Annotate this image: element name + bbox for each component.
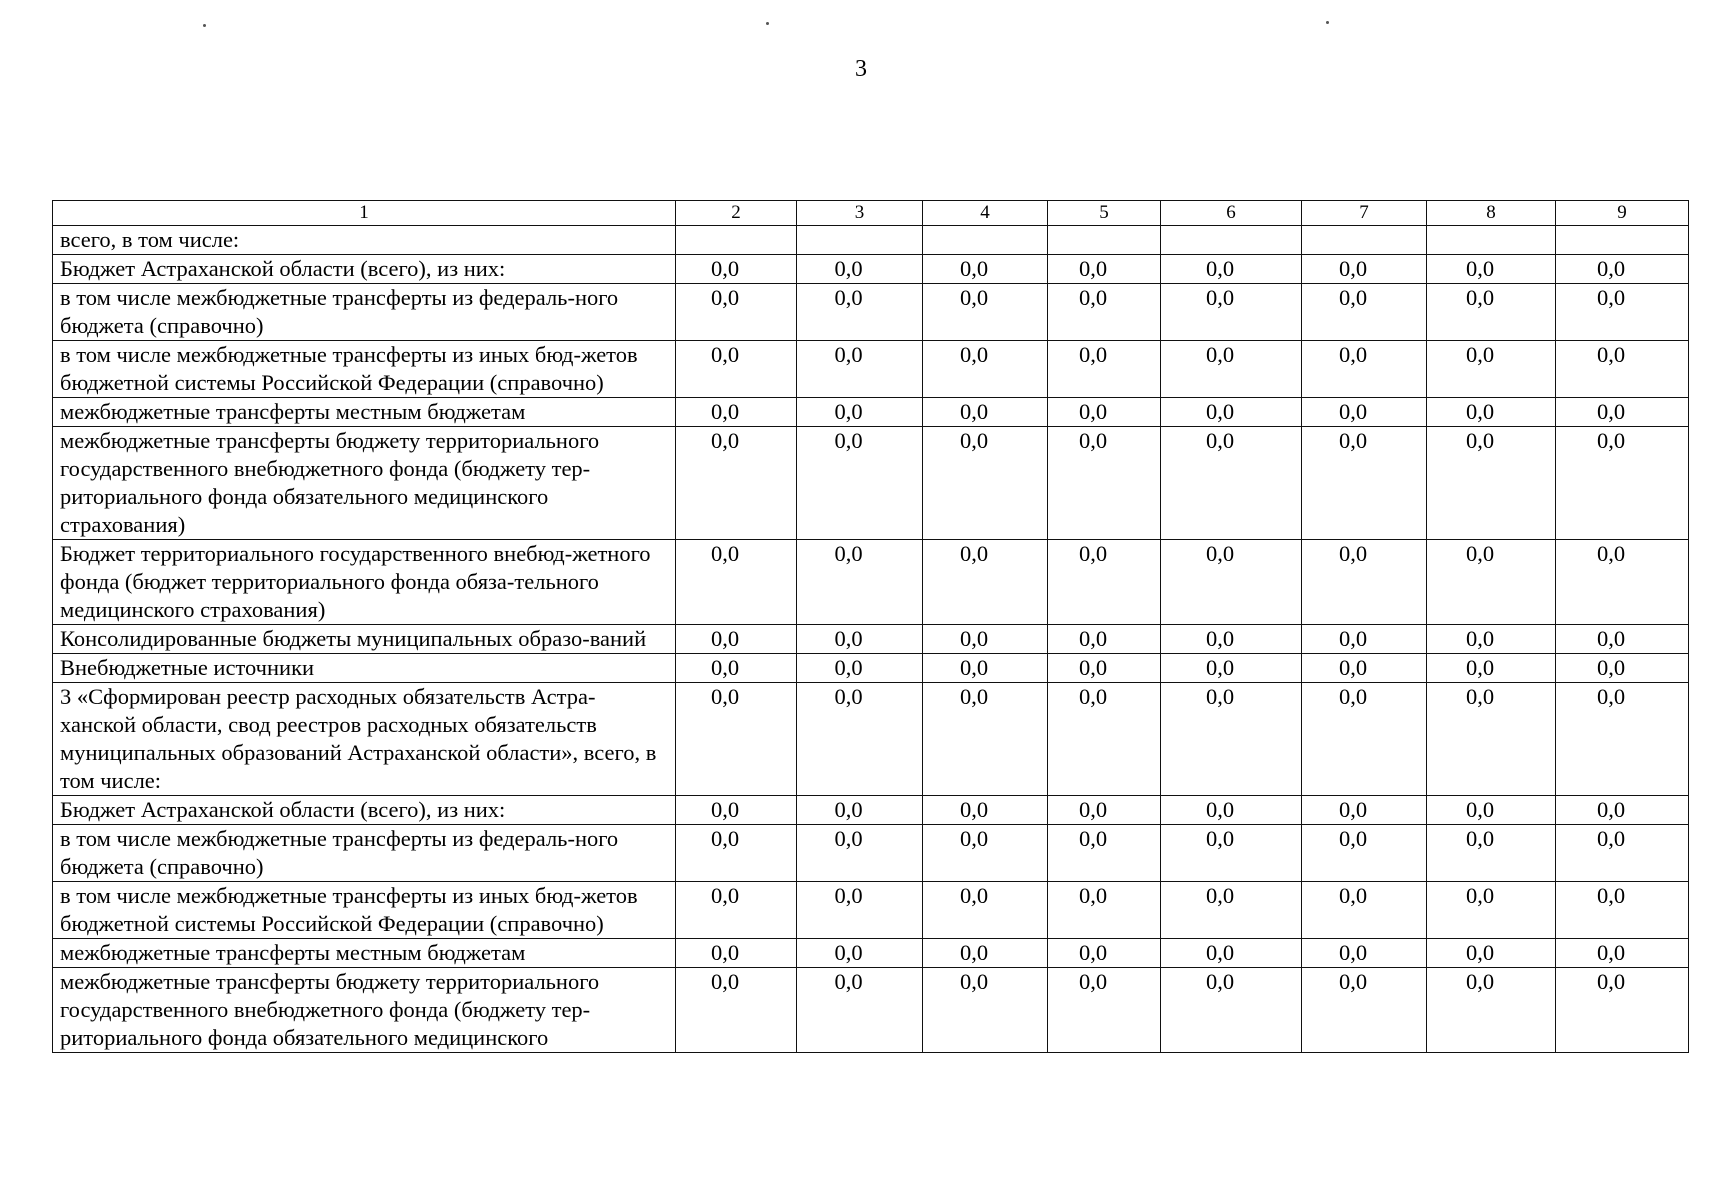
table-row <box>53 939 1689 968</box>
row-label: Консолидированные бюджеты муниципальных образо-ваний <box>53 625 676 654</box>
value-cell-col-8: 0,0 <box>1427 939 1556 968</box>
value-cell-col-7: 0,0 <box>1302 284 1427 341</box>
value-cell-col-4: 0,0 <box>923 540 1048 625</box>
column-header-9: 9 <box>1556 201 1689 226</box>
value-cell-col-5: 0,0 <box>1048 882 1161 939</box>
value-cell-col-5: 0,0 <box>1048 968 1161 1053</box>
value-cell-col-9 <box>1556 226 1689 255</box>
value-cell-col-9: 0,0 <box>1556 939 1689 968</box>
value-cell-col-3: 0,0 <box>797 654 923 683</box>
table-row <box>53 796 1689 825</box>
value-cell-col-3: 0,0 <box>797 255 923 284</box>
table-row <box>53 427 1689 540</box>
budget-table <box>52 200 1689 1053</box>
value-cell-col-2: 0,0 <box>676 540 797 625</box>
value-cell-col-5: 0,0 <box>1048 625 1161 654</box>
value-cell-col-7: 0,0 <box>1302 255 1427 284</box>
value-cell-col-2: 0,0 <box>676 939 797 968</box>
value-cell-col-8: 0,0 <box>1427 255 1556 284</box>
value-cell-col-9: 0,0 <box>1556 796 1689 825</box>
value-cell-col-3: 0,0 <box>797 427 923 540</box>
table-row <box>53 398 1689 427</box>
value-cell-col-7: 0,0 <box>1302 825 1427 882</box>
row-label: Бюджет Астраханской области (всего), из них: <box>53 255 676 284</box>
scan-speck <box>766 22 769 25</box>
value-cell-col-7: 0,0 <box>1302 341 1427 398</box>
value-cell-col-5: 0,0 <box>1048 427 1161 540</box>
value-cell-col-4: 0,0 <box>923 341 1048 398</box>
value-cell-col-3: 0,0 <box>797 968 923 1053</box>
value-cell-col-4: 0,0 <box>923 625 1048 654</box>
value-cell-col-9: 0,0 <box>1556 255 1689 284</box>
value-cell-col-9: 0,0 <box>1556 825 1689 882</box>
value-cell-col-4: 0,0 <box>923 968 1048 1053</box>
value-cell-col-8: 0,0 <box>1427 284 1556 341</box>
value-cell-col-6: 0,0 <box>1161 882 1302 939</box>
value-cell-col-3: 0,0 <box>797 540 923 625</box>
value-cell-col-7: 0,0 <box>1302 398 1427 427</box>
row-label: 3 «Сформирован реестр расходных обязательств Астра-ханской области, свод реестров расходных обязательств муниципальных образований Астраханской области», всего, в том числе: <box>53 683 676 796</box>
value-cell-col-5 <box>1048 226 1161 255</box>
value-cell-col-7: 0,0 <box>1302 625 1427 654</box>
value-cell-col-9: 0,0 <box>1556 540 1689 625</box>
value-cell-col-6: 0,0 <box>1161 825 1302 882</box>
column-header-7: 7 <box>1302 201 1427 226</box>
value-cell-col-6: 0,0 <box>1161 284 1302 341</box>
row-label: в том числе межбюджетные трансферты из федераль-ного бюджета (справочно) <box>53 825 676 882</box>
value-cell-col-6: 0,0 <box>1161 398 1302 427</box>
value-cell-col-5: 0,0 <box>1048 398 1161 427</box>
value-cell-col-8: 0,0 <box>1427 654 1556 683</box>
value-cell-col-7: 0,0 <box>1302 540 1427 625</box>
value-cell-col-3: 0,0 <box>797 939 923 968</box>
value-cell-col-3: 0,0 <box>797 341 923 398</box>
value-cell-col-8: 0,0 <box>1427 683 1556 796</box>
table-row <box>53 255 1689 284</box>
value-cell-col-6: 0,0 <box>1161 625 1302 654</box>
value-cell-col-6: 0,0 <box>1161 341 1302 398</box>
value-cell-col-7: 0,0 <box>1302 939 1427 968</box>
table-row <box>53 341 1689 398</box>
value-cell-col-5: 0,0 <box>1048 284 1161 341</box>
value-cell-col-8: 0,0 <box>1427 968 1556 1053</box>
row-label: межбюджетные трансферты местным бюджетам <box>53 398 676 427</box>
value-cell-col-5: 0,0 <box>1048 255 1161 284</box>
value-cell-col-2: 0,0 <box>676 654 797 683</box>
row-label: в том числе межбюджетные трансферты из иных бюд-жетов бюджетной системы Российской Федерации (справочно) <box>53 341 676 398</box>
value-cell-col-4: 0,0 <box>923 284 1048 341</box>
column-header-3: 3 <box>797 201 923 226</box>
value-cell-col-4: 0,0 <box>923 825 1048 882</box>
value-cell-col-6: 0,0 <box>1161 654 1302 683</box>
table-row <box>53 284 1689 341</box>
table-row <box>53 825 1689 882</box>
value-cell-col-8: 0,0 <box>1427 341 1556 398</box>
value-cell-col-2: 0,0 <box>676 427 797 540</box>
value-cell-col-5: 0,0 <box>1048 341 1161 398</box>
table-row <box>53 654 1689 683</box>
value-cell-col-9: 0,0 <box>1556 882 1689 939</box>
value-cell-col-6: 0,0 <box>1161 968 1302 1053</box>
scan-speck <box>203 24 206 27</box>
value-cell-col-3: 0,0 <box>797 398 923 427</box>
table-body <box>53 226 1689 1053</box>
column-header-8: 8 <box>1427 201 1556 226</box>
row-label: всего, в том числе: <box>53 226 676 255</box>
value-cell-col-8: 0,0 <box>1427 398 1556 427</box>
row-label: Внебюджетные источники <box>53 654 676 683</box>
page-number: 3 <box>855 56 867 82</box>
value-cell-col-6: 0,0 <box>1161 427 1302 540</box>
value-cell-col-4: 0,0 <box>923 427 1048 540</box>
value-cell-col-4: 0,0 <box>923 654 1048 683</box>
value-cell-col-6: 0,0 <box>1161 540 1302 625</box>
value-cell-col-3: 0,0 <box>797 796 923 825</box>
value-cell-col-5: 0,0 <box>1048 939 1161 968</box>
table-row <box>53 882 1689 939</box>
value-cell-col-5: 0,0 <box>1048 683 1161 796</box>
column-header-4: 4 <box>923 201 1048 226</box>
value-cell-col-2: 0,0 <box>676 341 797 398</box>
value-cell-col-6: 0,0 <box>1161 683 1302 796</box>
value-cell-col-7: 0,0 <box>1302 683 1427 796</box>
value-cell-col-8: 0,0 <box>1427 625 1556 654</box>
table-row <box>53 968 1689 1053</box>
table-row <box>53 540 1689 625</box>
row-label: в том числе межбюджетные трансферты из федераль-ного бюджета (справочно) <box>53 284 676 341</box>
value-cell-col-7: 0,0 <box>1302 427 1427 540</box>
value-cell-col-7: 0,0 <box>1302 796 1427 825</box>
value-cell-col-5: 0,0 <box>1048 796 1161 825</box>
value-cell-col-6: 0,0 <box>1161 255 1302 284</box>
row-label: в том числе межбюджетные трансферты из иных бюд-жетов бюджетной системы Российской Федерации (справочно) <box>53 882 676 939</box>
value-cell-col-8: 0,0 <box>1427 882 1556 939</box>
scan-speck <box>1326 21 1329 24</box>
header-row <box>53 201 1689 226</box>
value-cell-col-6 <box>1161 226 1302 255</box>
value-cell-col-4: 0,0 <box>923 255 1048 284</box>
value-cell-col-5: 0,0 <box>1048 654 1161 683</box>
value-cell-col-8: 0,0 <box>1427 540 1556 625</box>
value-cell-col-2 <box>676 226 797 255</box>
value-cell-col-7: 0,0 <box>1302 654 1427 683</box>
value-cell-col-9: 0,0 <box>1556 968 1689 1053</box>
value-cell-col-4: 0,0 <box>923 939 1048 968</box>
value-cell-col-2: 0,0 <box>676 284 797 341</box>
value-cell-col-9: 0,0 <box>1556 683 1689 796</box>
value-cell-col-9: 0,0 <box>1556 625 1689 654</box>
value-cell-col-2: 0,0 <box>676 398 797 427</box>
value-cell-col-4: 0,0 <box>923 796 1048 825</box>
value-cell-col-3: 0,0 <box>797 825 923 882</box>
row-label: межбюджетные трансферты местным бюджетам <box>53 939 676 968</box>
value-cell-col-2: 0,0 <box>676 968 797 1053</box>
column-header-1: 1 <box>53 201 676 226</box>
value-cell-col-9: 0,0 <box>1556 341 1689 398</box>
value-cell-col-9: 0,0 <box>1556 654 1689 683</box>
value-cell-col-2: 0,0 <box>676 625 797 654</box>
value-cell-col-8: 0,0 <box>1427 825 1556 882</box>
value-cell-col-6: 0,0 <box>1161 939 1302 968</box>
value-cell-col-9: 0,0 <box>1556 398 1689 427</box>
value-cell-col-5: 0,0 <box>1048 825 1161 882</box>
value-cell-col-5: 0,0 <box>1048 540 1161 625</box>
value-cell-col-9: 0,0 <box>1556 284 1689 341</box>
value-cell-col-4: 0,0 <box>923 683 1048 796</box>
value-cell-col-3: 0,0 <box>797 625 923 654</box>
value-cell-col-2: 0,0 <box>676 255 797 284</box>
value-cell-col-3 <box>797 226 923 255</box>
value-cell-col-2: 0,0 <box>676 825 797 882</box>
value-cell-col-2: 0,0 <box>676 882 797 939</box>
value-cell-col-2: 0,0 <box>676 683 797 796</box>
value-cell-col-9: 0,0 <box>1556 427 1689 540</box>
value-cell-col-7: 0,0 <box>1302 882 1427 939</box>
column-header-6: 6 <box>1161 201 1302 226</box>
row-label: межбюджетные трансферты бюджету территориального государственного внебюджетного фонда (бюджету тер-риториального фонда обязательного медицинского <box>53 968 676 1053</box>
value-cell-col-4: 0,0 <box>923 398 1048 427</box>
value-cell-col-7: 0,0 <box>1302 968 1427 1053</box>
table-row <box>53 226 1689 255</box>
value-cell-col-7 <box>1302 226 1427 255</box>
value-cell-col-4 <box>923 226 1048 255</box>
value-cell-col-8: 0,0 <box>1427 796 1556 825</box>
value-cell-col-2: 0,0 <box>676 796 797 825</box>
column-header-5: 5 <box>1048 201 1161 226</box>
row-label: Бюджет Астраханской области (всего), из них: <box>53 796 676 825</box>
row-label: межбюджетные трансферты бюджету территориального государственного внебюджетного фонда (бюджету тер-риториального фонда обязательного медицинского страхования) <box>53 427 676 540</box>
value-cell-col-3: 0,0 <box>797 284 923 341</box>
row-label: Бюджет территориального государственного внебюд-жетного фонда (бюджет территориального фонда обяза-тельного медицинского страхования) <box>53 540 676 625</box>
value-cell-col-8 <box>1427 226 1556 255</box>
value-cell-col-3: 0,0 <box>797 683 923 796</box>
table-row <box>53 625 1689 654</box>
value-cell-col-6: 0,0 <box>1161 796 1302 825</box>
value-cell-col-4: 0,0 <box>923 882 1048 939</box>
table-row <box>53 683 1689 796</box>
value-cell-col-8: 0,0 <box>1427 427 1556 540</box>
value-cell-col-3: 0,0 <box>797 882 923 939</box>
column-header-2: 2 <box>676 201 797 226</box>
